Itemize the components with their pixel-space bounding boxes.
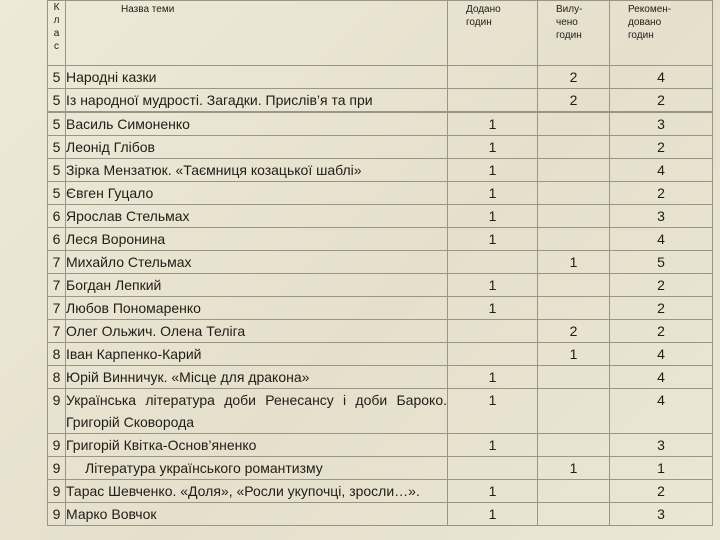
header-added [448, 1, 538, 66]
header-removed-line: чено [556, 17, 578, 28]
table-row [48, 182, 713, 205]
cell-added: 1 [448, 434, 538, 457]
cell-removed [538, 182, 610, 205]
cell-removed [538, 136, 610, 159]
header-recommended [610, 1, 713, 66]
cell-added [448, 320, 538, 343]
cell-removed [538, 434, 610, 457]
table-row [48, 66, 713, 89]
cell-recommended: 3 [610, 434, 713, 457]
cell-class: 9 [48, 503, 66, 526]
cell-added [448, 89, 538, 113]
cell-recommended: 2 [610, 480, 713, 503]
cell-added: 1 [448, 182, 538, 205]
header-class-letter: а [53, 28, 60, 39]
table-header [48, 1, 713, 66]
header-class-letter: К [53, 2, 60, 13]
cell-added: 1 [448, 503, 538, 526]
cell-added: 1 [448, 389, 538, 434]
table-row [48, 480, 713, 503]
cell-class: 7 [48, 274, 66, 297]
table-row [48, 503, 713, 526]
table-row [48, 366, 713, 389]
cell-removed: 2 [538, 320, 610, 343]
cell-added: 1 [448, 136, 538, 159]
cell-removed [538, 389, 610, 434]
cell-added [448, 66, 538, 89]
cell-class: 5 [48, 89, 66, 113]
cell-topic: Євген Гуцало [66, 182, 448, 205]
cell-topic: Олег Ольжич. Олена Теліга [66, 320, 448, 343]
cell-removed: 2 [538, 89, 610, 113]
cell-removed [538, 366, 610, 389]
cell-added: 1 [448, 297, 538, 320]
cell-class: 5 [48, 66, 66, 89]
cell-recommended: 4 [610, 343, 713, 366]
cell-recommended: 4 [610, 66, 713, 89]
cell-removed: 1 [538, 343, 610, 366]
table-row [48, 297, 713, 320]
table-row [48, 343, 713, 366]
cell-added [448, 343, 538, 366]
header-recommended-line: Рекомен- [628, 4, 672, 15]
cell-topic: Зірка Мензатюк. «Таємниця козацької шаблі» [66, 159, 448, 182]
cell-class: 9 [48, 389, 66, 434]
cell-class: 5 [48, 112, 66, 136]
table-row [48, 159, 713, 182]
cell-added: 1 [448, 228, 538, 251]
cell-class: 5 [48, 136, 66, 159]
cell-removed [538, 503, 610, 526]
cell-added [448, 457, 538, 480]
table-row [48, 205, 713, 228]
cell-topic: Література українського романтизму [66, 457, 448, 480]
cell-added: 1 [448, 112, 538, 136]
header-recommended-line: довано [628, 17, 662, 28]
cell-recommended: 2 [610, 89, 713, 113]
cell-recommended: 2 [610, 297, 713, 320]
header-recommended-line: годин [628, 30, 654, 41]
cell-recommended: 4 [610, 159, 713, 182]
table-row [48, 112, 713, 136]
cell-topic: Ярослав Стельмах [66, 205, 448, 228]
table-row [48, 457, 713, 480]
table-row [48, 389, 713, 434]
cell-topic: Любов Пономаренко [66, 297, 448, 320]
cell-class: 7 [48, 320, 66, 343]
cell-removed: 2 [538, 66, 610, 89]
cell-added [448, 251, 538, 274]
cell-class: 6 [48, 205, 66, 228]
header-class [48, 1, 66, 66]
cell-topic: Юрій Винничук. «Місце для дракона» [66, 366, 448, 389]
cell-class: 9 [48, 434, 66, 457]
cell-class: 8 [48, 343, 66, 366]
cell-recommended: 4 [610, 228, 713, 251]
cell-recommended: 4 [610, 366, 713, 389]
cell-class: 6 [48, 228, 66, 251]
table-row [48, 89, 713, 113]
table-row [48, 228, 713, 251]
cell-class: 5 [48, 182, 66, 205]
cell-removed [538, 159, 610, 182]
cell-removed [538, 228, 610, 251]
cell-removed [538, 274, 610, 297]
header-removed-line: Вилу- [556, 4, 583, 15]
header-added-line: Додано [466, 4, 501, 15]
cell-added: 1 [448, 159, 538, 182]
cell-removed [538, 112, 610, 136]
table-row [48, 274, 713, 297]
cell-class: 5 [48, 159, 66, 182]
cell-topic: Тарас Шевченко. «Доля», «Росли укупочці, зросли…». [66, 480, 448, 503]
cell-removed [538, 480, 610, 503]
cell-added: 1 [448, 480, 538, 503]
cell-topic: Із народної мудрості. Загадки. Прислів’я та при [66, 89, 448, 113]
table-row [48, 434, 713, 457]
header-removed [538, 1, 610, 66]
cell-removed [538, 297, 610, 320]
cell-removed: 1 [538, 251, 610, 274]
cell-recommended: 2 [610, 320, 713, 343]
cell-topic: Українська література доби Ренесансу і доби Бароко. Григорій Сковорода [66, 389, 448, 434]
header-added-line: годин [466, 17, 492, 28]
cell-recommended: 2 [610, 182, 713, 205]
cell-added: 1 [448, 274, 538, 297]
cell-class: 7 [48, 251, 66, 274]
header-topic: Назва теми [66, 1, 448, 66]
cell-topic: Іван Карпенко-Карий [66, 343, 448, 366]
cell-recommended: 2 [610, 274, 713, 297]
header-class-letter: с [54, 41, 59, 52]
cell-removed: 1 [538, 457, 610, 480]
header-removed-line: годин [556, 30, 582, 41]
cell-recommended: 4 [610, 389, 713, 434]
table-row [48, 320, 713, 343]
cell-class: 9 [48, 457, 66, 480]
cell-added: 1 [448, 205, 538, 228]
cell-removed [538, 205, 610, 228]
cell-added: 1 [448, 366, 538, 389]
cell-recommended: 3 [610, 205, 713, 228]
cell-topic: Марко Вовчок [66, 503, 448, 526]
cell-topic: Богдан Лепкий [66, 274, 448, 297]
cell-recommended: 3 [610, 503, 713, 526]
cell-topic: Василь Симоненко [66, 112, 448, 136]
table-body [48, 66, 713, 526]
header-class-letter: л [53, 15, 60, 26]
cell-class: 9 [48, 480, 66, 503]
cell-recommended: 2 [610, 136, 713, 159]
cell-topic: Леонід Глібов [66, 136, 448, 159]
cell-topic: Григорій Квітка-Основ’яненко [66, 434, 448, 457]
cell-class: 7 [48, 297, 66, 320]
cell-topic: Леся Воронина [66, 228, 448, 251]
curriculum-table [47, 0, 713, 526]
cell-recommended: 5 [610, 251, 713, 274]
cell-topic: Михайло Стельмах [66, 251, 448, 274]
cell-recommended: 1 [610, 457, 713, 480]
cell-recommended: 3 [610, 112, 713, 136]
table-row [48, 136, 713, 159]
table-row [48, 251, 713, 274]
cell-class: 8 [48, 366, 66, 389]
cell-topic: Народні казки [66, 66, 448, 89]
